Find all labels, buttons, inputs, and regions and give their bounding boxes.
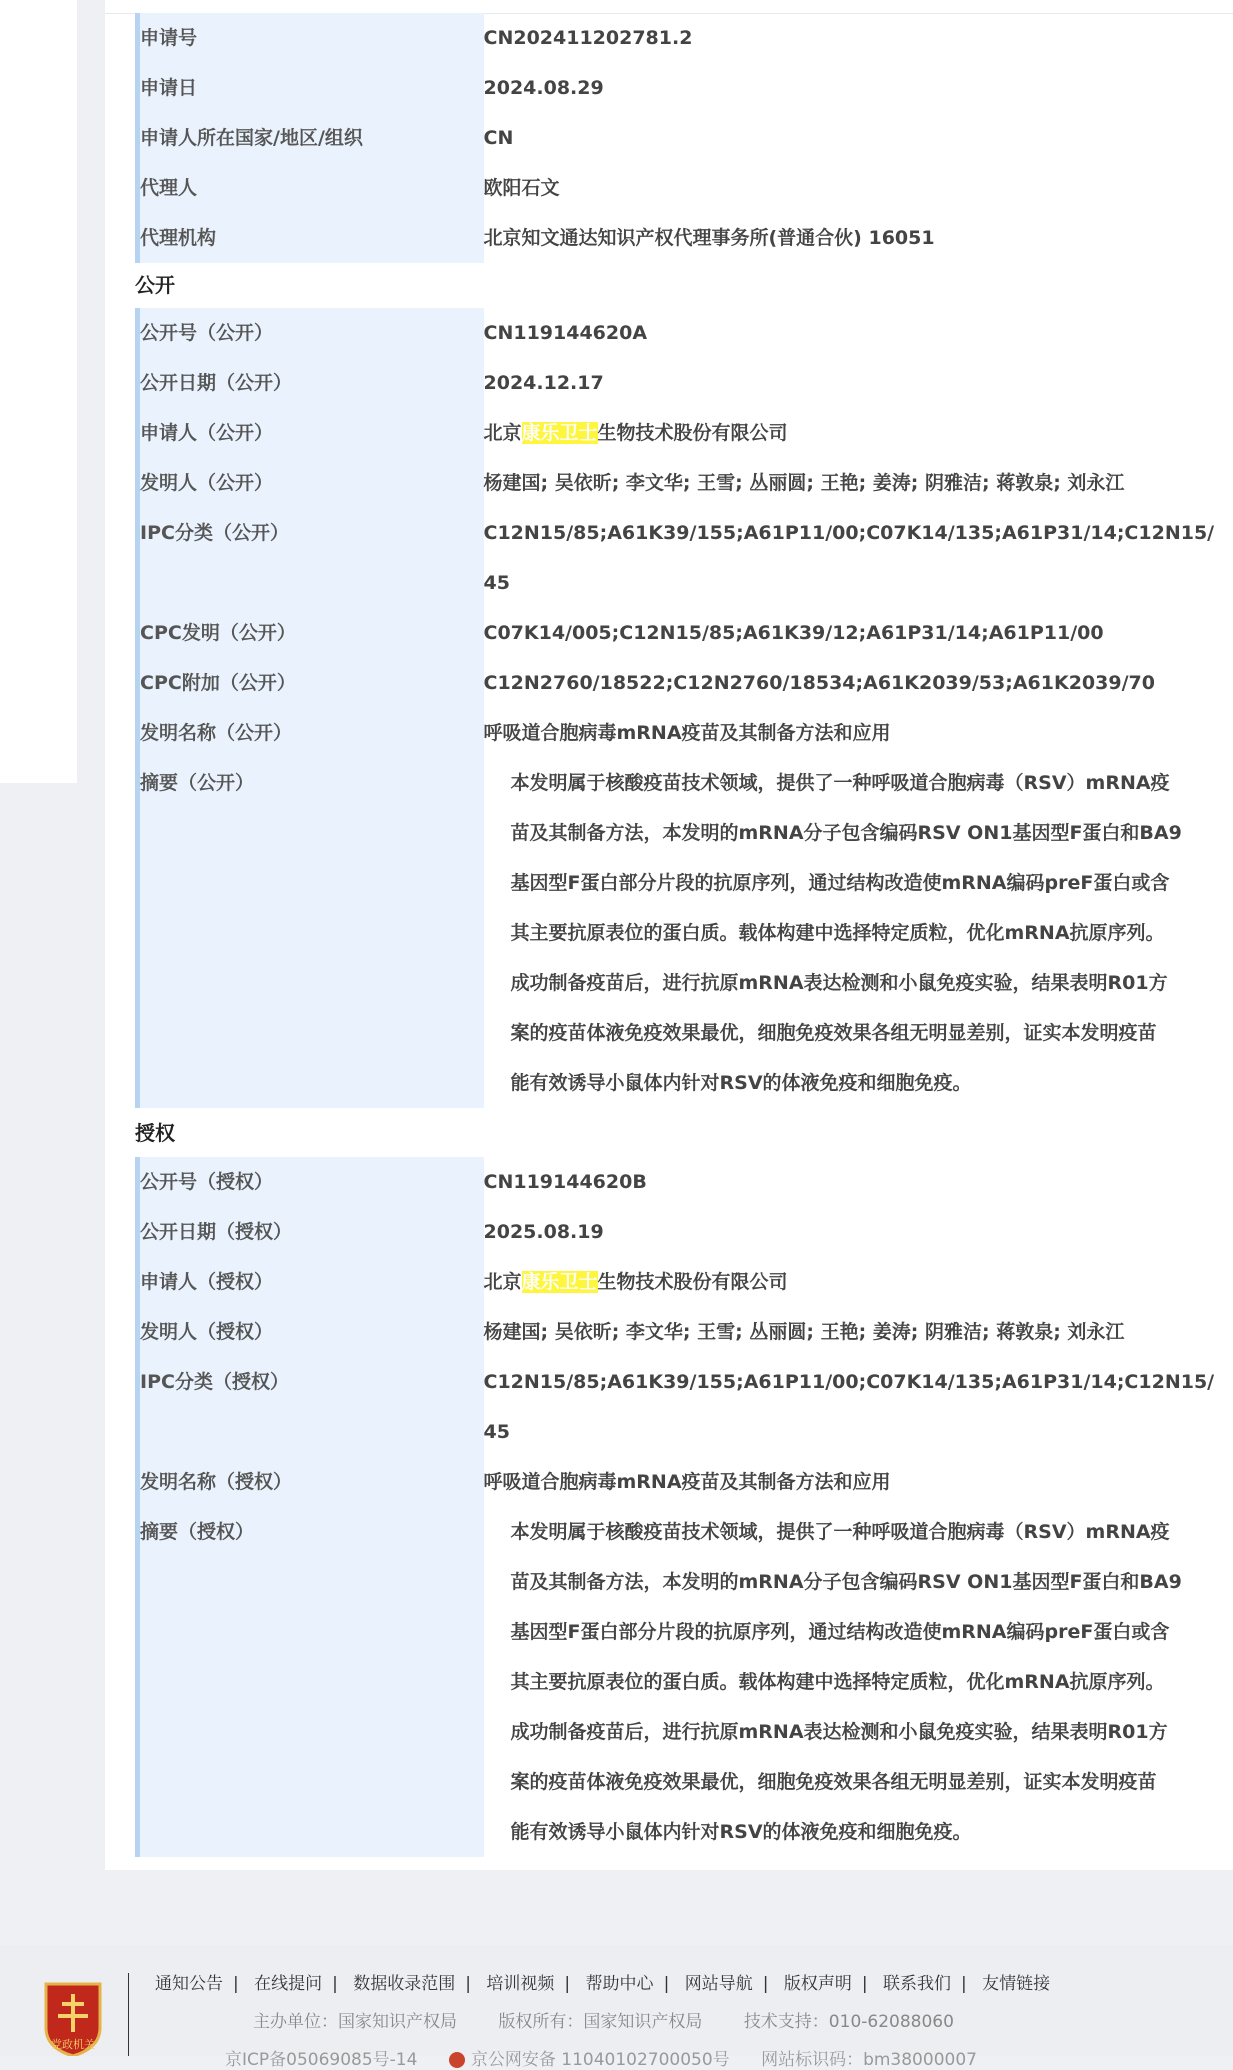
footer-separator: | <box>663 1974 670 1994</box>
grant-invention-title: 呼吸道合胞病毒mRNA疫苗及其制备方法和应用 <box>483 1471 891 1493</box>
field-label: 申请人（授权） <box>138 1257 484 1307</box>
grant-table <box>135 1157 1230 1857</box>
field-label: 代理机构 <box>138 213 484 263</box>
table-row <box>138 758 1228 1108</box>
footer-divider <box>128 1973 129 2056</box>
grant-section <box>135 1157 1230 1857</box>
footer-links <box>155 1969 1050 1994</box>
table-row <box>138 213 1228 263</box>
footer-support: 技术支持：010-62088060 <box>743 2012 954 2032</box>
table-row <box>138 508 1228 608</box>
grant-ipc-classification: C12N15/85;A61K39/155;A61P11/00;C07K14/135;A61P31/14;C12N15/ 45 <box>483 1371 1215 1443</box>
table-row <box>138 1457 1228 1507</box>
footer-link-online-question[interactable]: 在线提问 <box>254 1974 323 1994</box>
footer-info <box>253 2007 990 2032</box>
grant-publication-number: CN119144620B <box>483 1171 647 1193</box>
table-row <box>138 658 1228 708</box>
footer-site-id: 网站标识码：bm38000007 <box>761 2050 977 2070</box>
field-label: 摘要（公开） <box>138 758 484 1108</box>
agency-name: 北京知文通达知识产权代理事务所(普通合伙) 16051 <box>483 227 935 249</box>
svg-text:党政机关: 党政机关 <box>51 2038 95 2051</box>
field-label: 摘要（授权） <box>138 1507 484 1857</box>
site-footer <box>0 1945 1233 2070</box>
table-row <box>138 1257 1228 1307</box>
table-row <box>138 163 1228 213</box>
footer-link-contact[interactable]: 联系我们 <box>882 1974 951 1994</box>
abstract-text: 本发明属于核酸疫苗技术领域，提供了一种呼吸道合胞病毒（RSV）mRNA疫 苗及其制备方法，本发明的mRNA分子包含编码RSV ON1基因型F蛋白和BA9 基因型F蛋白部分片段的抗原序列，通过结构改造使mRNA编码preF蛋白或含 其主要抗原表位的蛋白质。载体构建中选择特定质粒，优化mRNA抗原序列。 成功制备疫苗后，进行抗原mRNA表达检测和小鼠免疫实验，结果表明R01方 案的疫苗体液免疫效果最优，细胞免疫效果各组无明显差别，证实本发明疫苗 能有效诱导小鼠体内针对RSV的体液免疫和细胞免疫。 <box>510 772 1182 1094</box>
footer-separator: | <box>465 1974 472 1994</box>
inventors: 杨建国; 吴依昕; 李文华; 王雪; 丛丽圆; 王艳; 姜涛; 阴雅洁; 蒋敦泉; 刘永江 <box>483 472 1125 494</box>
table-row <box>138 408 1228 458</box>
table-row <box>138 1207 1228 1257</box>
publication-number: CN119144620A <box>483 322 648 344</box>
patent-detail-card <box>105 0 1233 1870</box>
application-date: 2024.08.29 <box>483 77 604 99</box>
field-label: 申请人所在国家/地区/组织 <box>138 113 484 163</box>
footer-link-friendly-links[interactable]: 友情链接 <box>982 1974 1051 1994</box>
field-label: 发明名称（公开） <box>138 708 484 758</box>
footer-separator: | <box>861 1974 868 1994</box>
footer-separator: | <box>564 1974 571 1994</box>
footer-link-data-scope[interactable]: 数据收录范围 <box>353 1974 456 1994</box>
footer-copyright: 版权所有：国家知识产权局 <box>498 2012 703 2032</box>
search-highlight: 康乐卫士 <box>521 1271 598 1293</box>
application-info-section <box>135 13 1230 263</box>
field-label: 发明人（公开） <box>138 458 484 508</box>
table-row <box>138 1307 1228 1357</box>
field-label: IPC分类（授权） <box>138 1357 484 1457</box>
police-badge-icon <box>449 2052 465 2068</box>
footer-link-site-nav[interactable]: 网站导航 <box>684 1974 753 1994</box>
footer-police-record[interactable]: 京公网安备 11040102700050号 <box>449 2050 730 2070</box>
table-row <box>138 113 1228 163</box>
grant-publication-date: 2025.08.19 <box>483 1221 604 1243</box>
table-row <box>138 708 1228 758</box>
publication-section <box>135 308 1230 1108</box>
footer-separator: | <box>332 1974 338 1994</box>
field-label: 公开日期（授权） <box>138 1207 484 1257</box>
field-label: 发明人（授权） <box>138 1307 484 1357</box>
grant-inventors: 杨建国; 吴依昕; 李文华; 王雪; 丛丽圆; 王艳; 姜涛; 阴雅洁; 蒋敦泉; 刘永江 <box>483 1321 1125 1343</box>
footer-link-notice[interactable]: 通知公告 <box>155 1974 223 1994</box>
footer-link-training-video[interactable]: 培训视频 <box>486 1974 555 1994</box>
field-label: IPC分类（公开） <box>138 508 484 608</box>
table-row <box>138 1157 1228 1207</box>
field-label: CPC附加（公开） <box>138 658 484 708</box>
grant-abstract-text: 本发明属于核酸疫苗技术领域，提供了一种呼吸道合胞病毒（RSV）mRNA疫 苗及其制备方法，本发明的mRNA分子包含编码RSV ON1基因型F蛋白和BA9 基因型F蛋白部分片段的抗原序列，通过结构改造使mRNA编码preF蛋白或含 其主要抗原表位的蛋白质。载体构建中选择特定质粒，优化mRNA抗原序列。 成功制备疫苗后，进行抗原mRNA表达检测和小鼠免疫实验，结果表明R01方 案的疫苗体液免疫效果最优，细胞免疫效果各组无明显差别，证实本发明疫苗 能有效诱导小鼠体内针对RSV的体液免疫和细胞免疫。 <box>510 1521 1182 1843</box>
publication-table <box>135 308 1230 1108</box>
search-highlight: 康乐卫士 <box>521 422 598 444</box>
table-row <box>138 358 1228 408</box>
cpc-invention: C07K14/005;C12N15/85;A61K39/12;A61P31/14;A61P11/00 <box>483 622 1104 644</box>
field-label: 申请日 <box>138 63 484 113</box>
field-label: CPC发明（公开） <box>138 608 484 658</box>
footer-link-help-center[interactable]: 帮助中心 <box>585 1974 654 1994</box>
applicant-country: CN <box>483 127 514 149</box>
applicant-name: 北京康乐卫士生物技术股份有限公司 <box>483 422 788 444</box>
field-label: 公开号（公开） <box>138 308 484 358</box>
table-row <box>138 458 1228 508</box>
footer-sponsor: 主办单位：国家知识产权局 <box>253 2012 457 2032</box>
footer-separator: | <box>960 1974 967 1994</box>
publication-date: 2024.12.17 <box>483 372 604 394</box>
field-label: 发明名称（授权） <box>138 1457 484 1507</box>
footer-icp-line <box>225 2045 1003 2070</box>
party-government-logo-icon <box>40 1978 106 2056</box>
table-row <box>138 1507 1228 1857</box>
application-info-table <box>135 13 1230 263</box>
table-row <box>138 13 1228 63</box>
field-label: 申请人（公开） <box>138 408 484 458</box>
left-sidebar-panel <box>0 0 77 783</box>
footer-separator: | <box>762 1974 769 1994</box>
field-label: 申请号 <box>138 13 484 63</box>
agent-name: 欧阳石文 <box>483 177 560 199</box>
footer-separator: | <box>233 1974 239 1994</box>
ipc-classification: C12N15/85;A61K39/155;A61P11/00;C07K14/135;A61P31/14;C12N15/ 45 <box>483 522 1215 594</box>
field-label: 代理人 <box>138 163 484 213</box>
cpc-additional: C12N2760/18522;C12N2760/18534;A61K2039/53;A61K2039/70 <box>483 672 1155 694</box>
table-row <box>138 608 1228 658</box>
field-label: 公开号（授权） <box>138 1157 484 1207</box>
table-row <box>138 308 1228 358</box>
table-row <box>138 1357 1228 1457</box>
section-title-publication: 公开 <box>135 273 175 297</box>
card-top-border <box>105 0 1233 14</box>
application-number: CN202411202781.2 <box>483 27 693 49</box>
field-label: 公开日期（公开） <box>138 358 484 408</box>
invention-title: 呼吸道合胞病毒mRNA疫苗及其制备方法和应用 <box>483 722 891 744</box>
footer-link-copyright[interactable]: 版权声明 <box>783 1974 852 1994</box>
table-row <box>138 63 1228 113</box>
grant-applicant-name: 北京康乐卫士生物技术股份有限公司 <box>483 1271 788 1293</box>
section-title-grant: 授权 <box>135 1121 175 1145</box>
footer-icp[interactable]: 京ICP备05069085号-14 <box>225 2050 418 2070</box>
